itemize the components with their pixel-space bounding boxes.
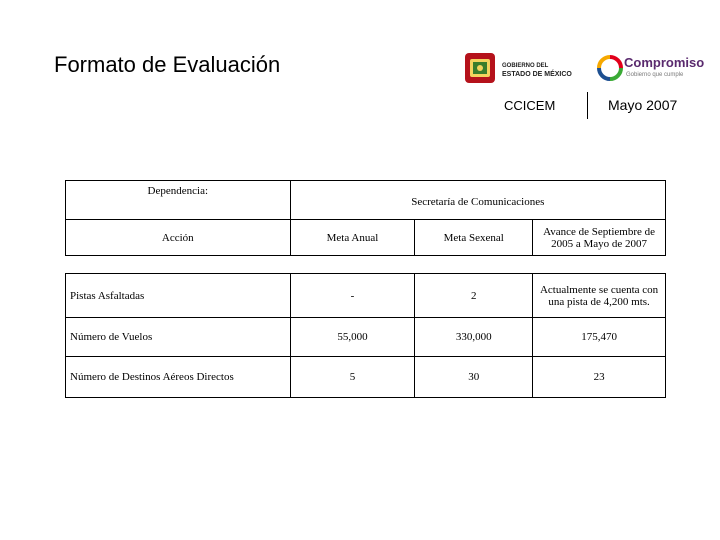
row-meta-sexenal: 330,000 — [415, 318, 533, 357]
row-accion: Pistas Asfaltadas — [66, 274, 291, 318]
gobierno-logo-line1: GOBIERNO DEL — [502, 63, 549, 69]
compromiso-logo-name: Compromiso — [624, 55, 705, 70]
row-meta-anual: 55,000 — [290, 318, 415, 357]
header-code: CCICEM — [504, 98, 556, 113]
row-meta-sexenal: 30 — [415, 357, 533, 398]
compromiso-logo-tagline: Gobierno que cumple — [626, 72, 684, 78]
dependencia-label: Dependencia: — [66, 181, 291, 220]
row-meta-anual: 5 — [290, 357, 415, 398]
evaluation-table — [65, 180, 666, 398]
row-meta-sexenal: 2 — [415, 274, 533, 318]
col-header-avance: Avance de Septiembre de 2005 a Mayo de 2007 — [533, 220, 666, 256]
col-header-meta-sexenal: Meta Sexenal — [415, 220, 533, 256]
gobierno-logo — [462, 50, 582, 88]
row-avance: 175,470 — [533, 318, 666, 357]
row-accion: Número de Vuelos — [66, 318, 291, 357]
row-avance: Actualmente se cuenta con una pista de 4,200 mts. — [533, 274, 666, 318]
spacer-row — [66, 256, 666, 274]
header-row — [66, 220, 666, 256]
table-row — [66, 318, 666, 357]
table-row — [66, 274, 666, 318]
gobierno-logo-line2: ESTADO DE MÉXICO — [502, 71, 572, 78]
table-row — [66, 357, 666, 398]
header-divider — [587, 92, 588, 119]
header-date: Mayo 2007 — [608, 97, 678, 113]
col-header-meta-anual: Meta Anual — [290, 220, 415, 256]
page-title: Formato de Evaluación — [54, 52, 281, 77]
row-accion: Número de Destinos Aéreos Directos — [66, 357, 291, 398]
row-meta-anual: - — [290, 274, 415, 318]
coat-of-arms-icon — [462, 50, 498, 86]
col-header-accion: Acción — [66, 220, 291, 256]
compromiso-swirl-icon — [596, 54, 624, 82]
compromiso-logo — [596, 54, 706, 84]
dependencia-row — [66, 181, 666, 220]
row-avance: 23 — [533, 357, 666, 398]
dependencia-value: Secretaría de Comunicaciones — [290, 181, 665, 220]
